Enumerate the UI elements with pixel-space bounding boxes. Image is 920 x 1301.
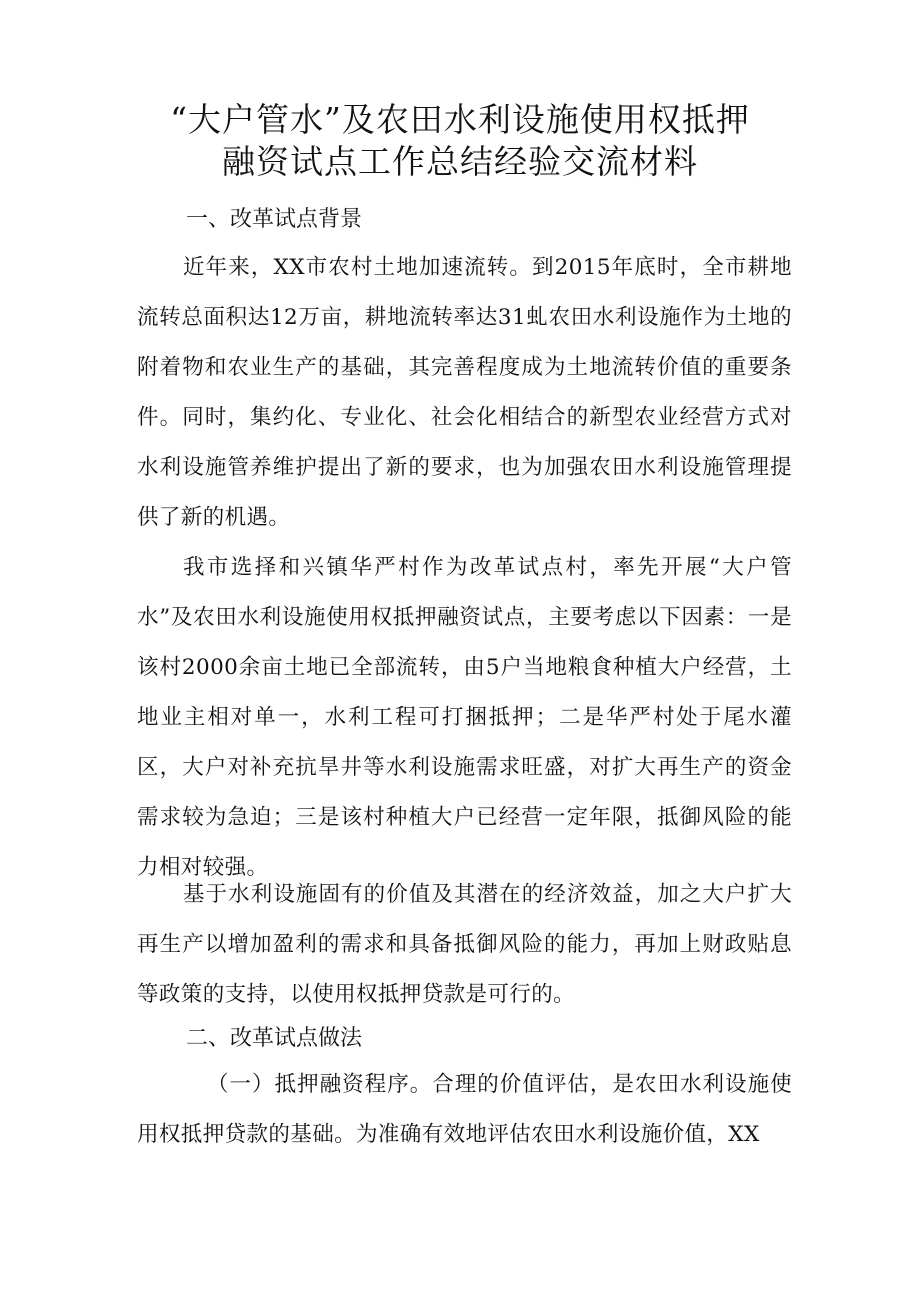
paragraph-mortgage-procedure: （一）抵押融资程序。合理的价值评估，是农田水利设施使用权抵押贷款的基础。为准确有效地评估农田水利设施价值，XX: [137, 1072, 792, 1147]
document-title-line-1: “大户管水”及农田水利设施使用权抵押: [170, 100, 750, 139]
paragraph-land-transfer: 近年来，XX市农村土地加速流转。到2015年底时，全市耕地流转总面积达12万亩，耕地流转率达31虬农田水利设施作为土地的附着物和农业生产的基础，其完善程度成为土地流转价值的重要条件。同时，集约化、专业化、社会化相结合的新型农业经营方式对水利设施管养维护提出了新的要求，也为加强农田水利设施管理提供了新的机遇。: [137, 255, 792, 530]
paragraph-feasibility: 基于水利设施固有的价值及其潜在的经济效益，加之大户扩大再生产以增加盈利的需求和具备抵御风险的能力，再加上财政贴息等政策的支持，以使用权抵押贷款是可行的。: [137, 882, 792, 1007]
section-heading-background: 一、改革试点背景: [186, 207, 363, 232]
document-title-line-2: 融资试点工作总结经验交流材料: [222, 142, 698, 181]
section-heading-practice: 二、改革试点做法: [186, 1026, 363, 1051]
paragraph-pilot-village: 我市选择和兴镇华严村作为改革试点村，率先开展“大户管水”及农田水利设施使用权抵押融资试点，主要考虑以下因素：一是该村2000余亩土地已全部流转，由5户当地粮食种植大户经营，土地业主相对单一，水利工程可打捆抵押；二是华严村处于尾水灌区，大户对补充抗旱井等水利设施需求旺盛，对扩大再生产的资金需求较为急迫；三是该村种植大户已经营一定年限，抵御风险的能力相对较强。: [137, 555, 792, 880]
